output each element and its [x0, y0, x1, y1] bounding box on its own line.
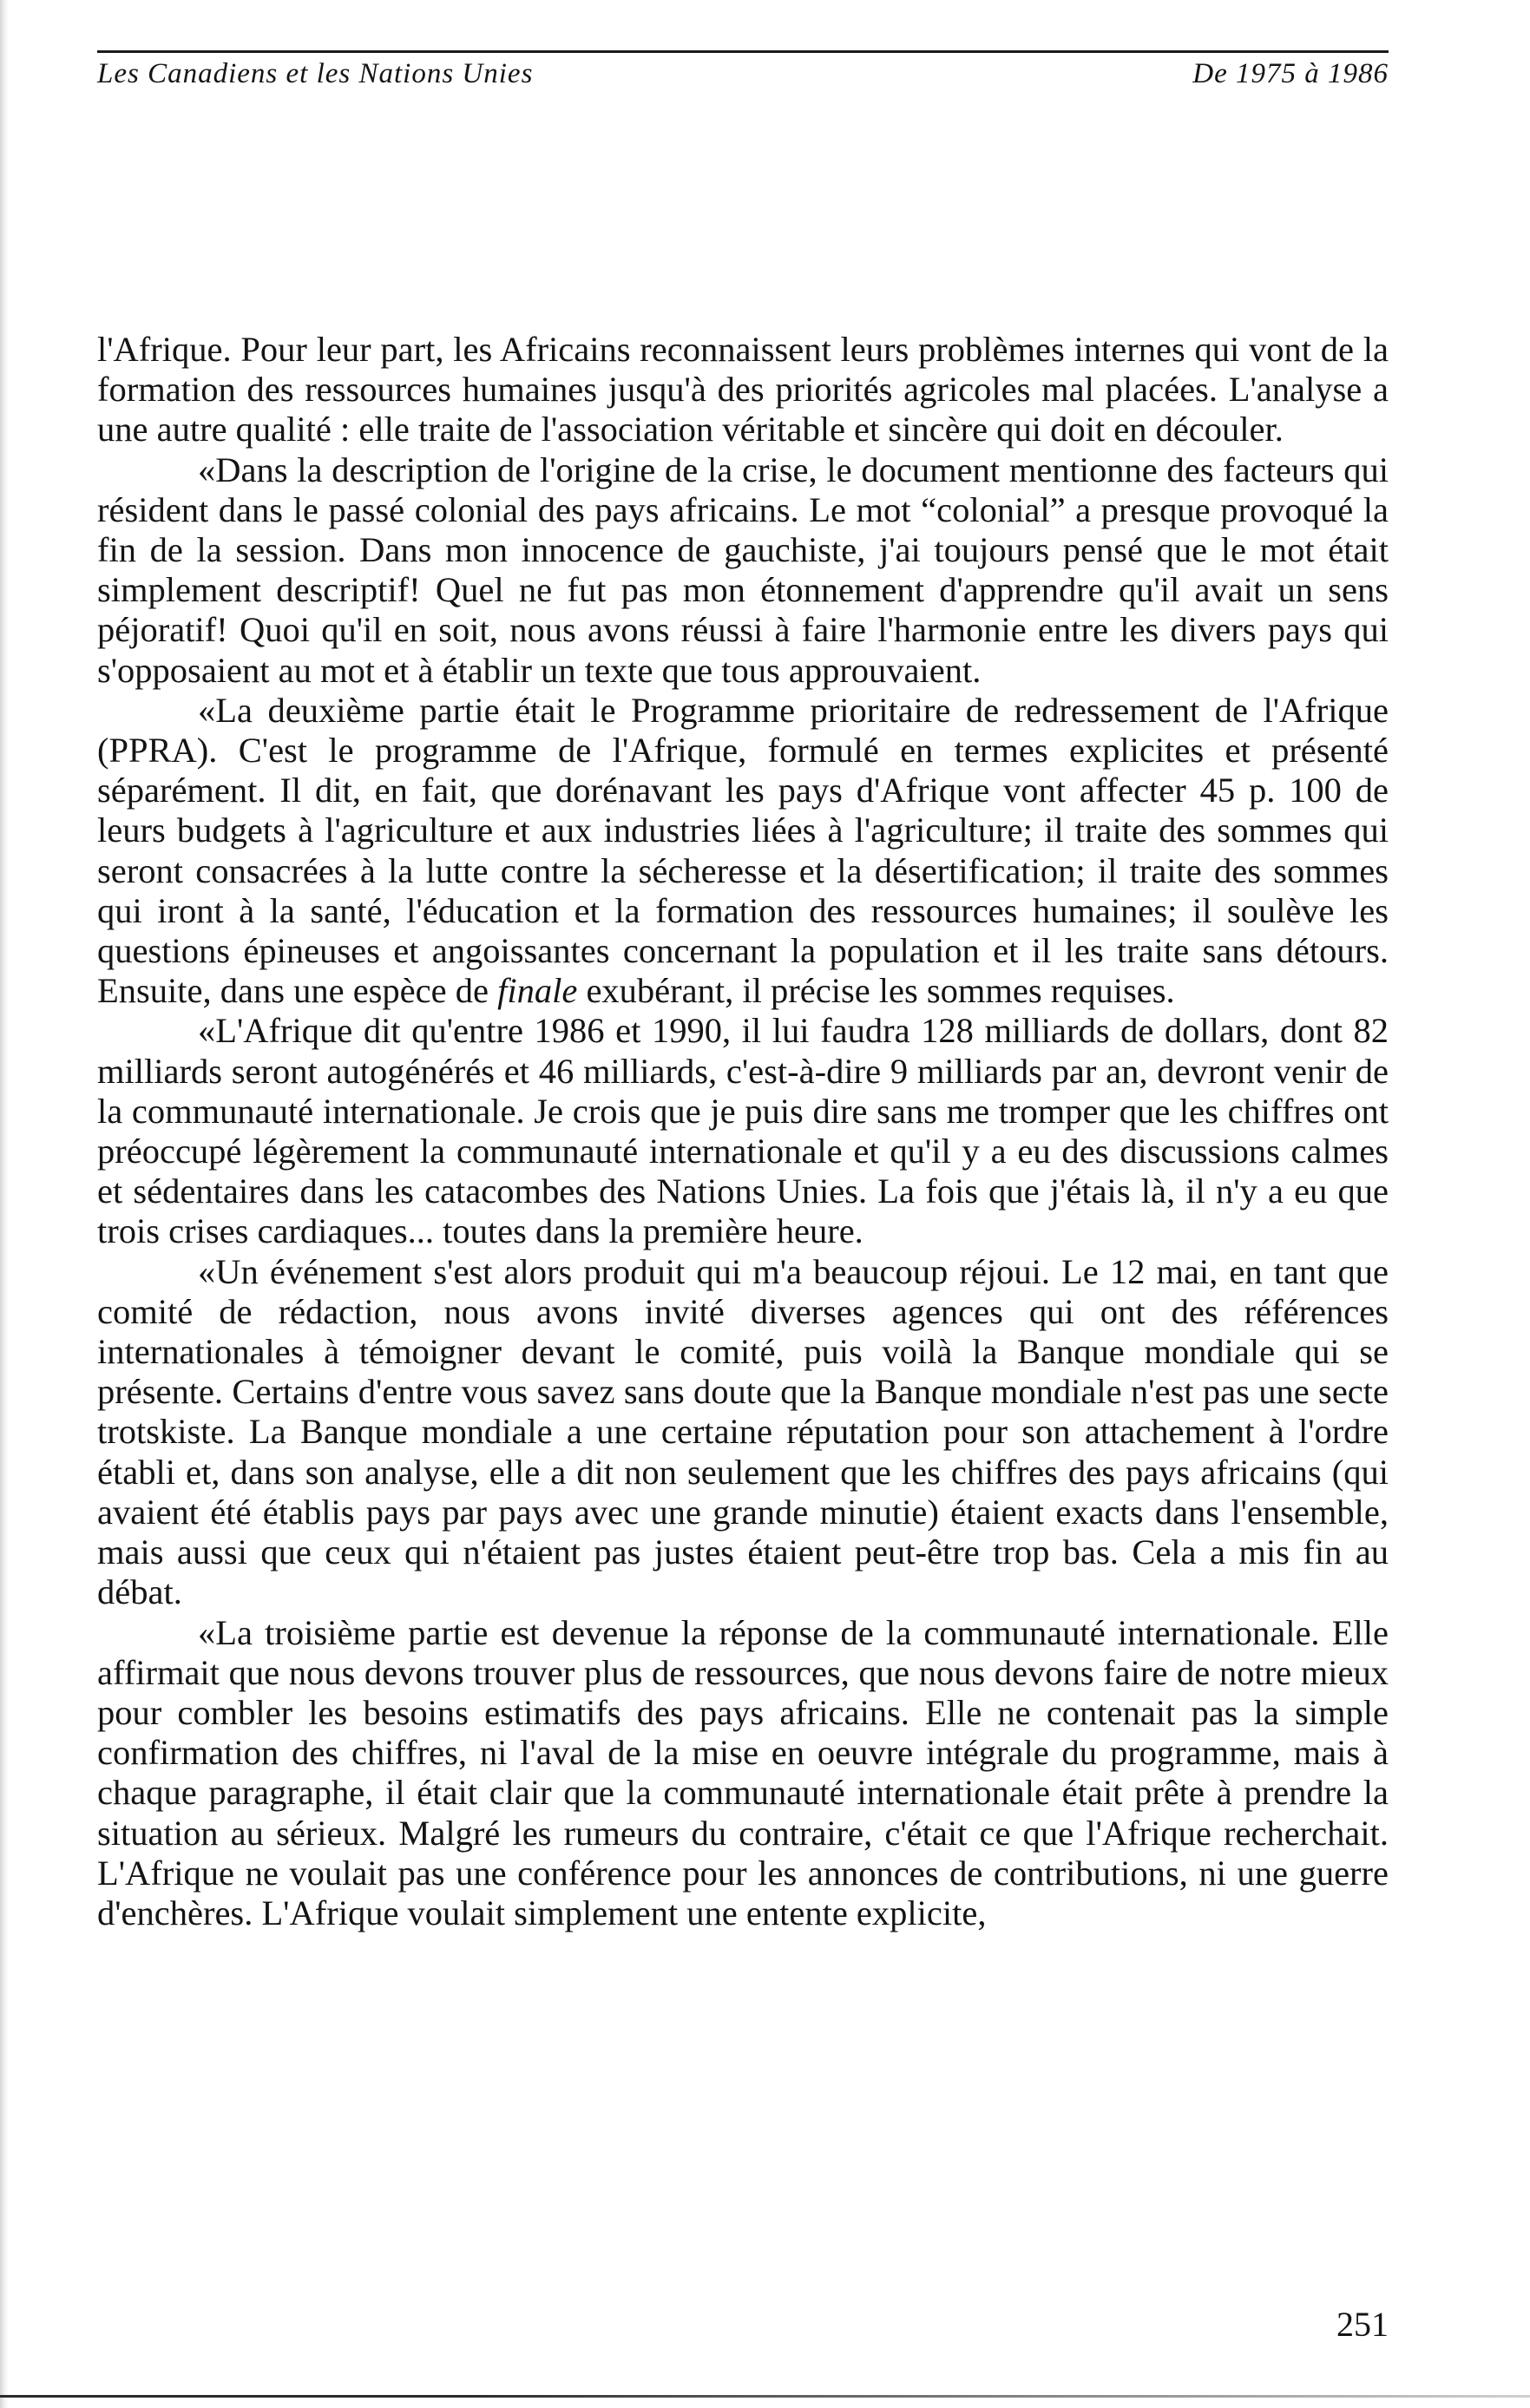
header-period: De 1975 à 1986	[1192, 58, 1389, 89]
paragraph-5: «Un événement s'est alors produit qui m'a beaucoup réjoui. Le 12 mai, en tant que comité de rédaction, nous avons invité diverses agences qui ont des références internationales à témoigner devant le comité, puis voilà la Banque mondiale qui se présente. Certains d'entre vous savez sans doute que la Banque mondiale n'est pas une secte trotskiste. La Banque mondiale a une certaine réputation pour son attachement à l'ordre établi et, dans son analyse, elle a dit non seulement que les chiffres des pays africains (qui avaient été établis pays par pays avec une grande minutie) étaient exacts dans l'ensemble, mais aussi que ceux qui n'étaient pas justes étaient peut-être trop bas. Cela a mis fin au débat.	[97, 1251, 1389, 1612]
body-text	[97, 330, 1389, 1933]
paragraph-4: «L'Afrique dit qu'entre 1986 et 1990, il lui faudra 128 milliards de dollars, dont 82 milliards seront autogénérés et 46 milliards, c'est-à-dire 9 milliards par an, devront venir de la communauté internationale. Je crois que je puis dire sans me tromper que les chiffres ont préoccupé légèrement la communauté internationale et qu'il y a eu des discussions calmes et sédentaires dans les catacombes des Nations Unies. La fois que j'étais là, il n'y a eu que trois crises cardiaques... toutes dans la première heure.	[97, 1011, 1389, 1251]
scan-edge	[0, 0, 9, 2408]
page-number: 251	[1336, 2305, 1389, 2344]
paragraph-6: «La troisième partie est devenue la réponse de la communauté internationale. Elle affirmait que nous devons trouver plus de ressources, que nous devons faire de notre mieux pour combler les besoins estimatifs des pays africains. Elle ne contenait pas la simple confirmation des chiffres, ni l'aval de la mise en oeuvre intégrale du programme, mais à chaque paragraphe, il était clair que la communauté internationale était prête à prendre la situation au sérieux. Malgré les rumeurs du contraire, c'était ce que l'Afrique recherchait. L'Afrique ne voulait pas une conférence pour les annonces de contributions, ni une guerre d'enchères. L'Afrique voulait simplement une entente explicite,	[97, 1612, 1389, 1932]
paragraph-2: «Dans la description de l'origine de la crise, le document mentionne des facteurs qui résident dans le passé colonial des pays africains. Le mot “colonial” a presque provoqué la fin de la session. Dans mon innocence de gauchiste, j'ai toujours pensé que le mot était simplement descriptif! Quel ne fut pas mon étonnement d'apprendre qu'il avait un sens péjoratif! Quoi qu'il en soit, nous avons réussi à faire l'harmonie entre les divers pays qui s'opposaient au mot et à établir un texte que tous approuvaient.	[97, 449, 1389, 690]
running-header	[97, 50, 1389, 96]
paragraph-3-end: exubérant, il précise les sommes requises.	[577, 971, 1175, 1011]
bottom-rule	[0, 2395, 1530, 2398]
paragraph-3-italic-word: finale	[497, 971, 578, 1011]
paragraph-3-start: «La deuxième partie était le Programme prioritaire de redressement de l'Afrique (PPRA). C'est le programme de l'Afrique, formulé en termes explicites et présenté séparément. Il dit, en fait, que dorénavant les pays d'Afrique vont affecter 45 p. 100 de leurs budgets à l'agriculture et aux industries liées à l'agriculture; il traite des sommes qui seront consacrées à la lutte contre la sécheresse et la désertification; il traite des sommes qui iront à la santé, l'éducation et la formation des ressources humaines; il soulève les questions épineuses et angoissantes concernant la population et il les traite sans détours. Ensuite, dans une espèce de	[97, 690, 1389, 1011]
paragraph-1: l'Afrique. Pour leur part, les Africains reconnaissent leurs problèmes internes qui vont de la formation des ressources humaines jusqu'à des priorités agricoles mal placées. L'analyse a une autre qualité : elle traite de l'association véritable et sincère qui doit en découler.	[97, 330, 1389, 449]
header-title: Les Canadiens et les Nations Unies	[97, 58, 534, 89]
paragraph-3	[97, 691, 1389, 1012]
